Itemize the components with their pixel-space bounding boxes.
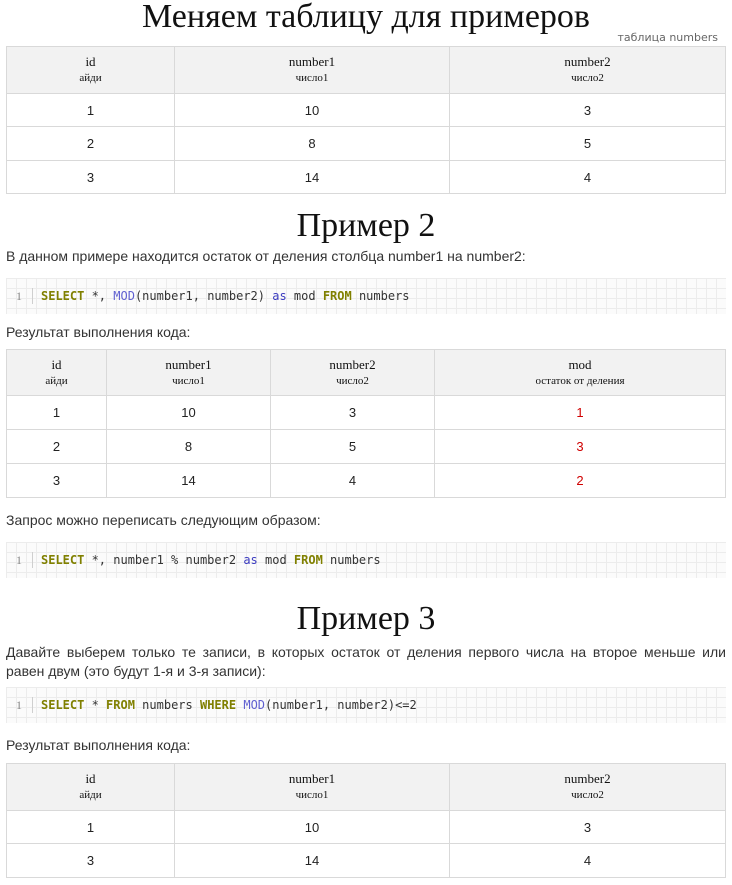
filtered-result-table xyxy=(6,763,726,878)
header-number1: number1 число1 xyxy=(175,47,450,94)
header-id: id айди xyxy=(7,47,175,94)
header-number1: number1 число1 xyxy=(107,350,271,396)
table-row: 2 8 5 xyxy=(7,127,726,161)
table-header-row xyxy=(7,47,726,94)
table-row: 3 14 4 xyxy=(7,844,726,878)
header-id: id айди xyxy=(7,764,175,811)
result-label: Результат выполнения кода: xyxy=(6,737,191,753)
table-row: 2 8 5 3 xyxy=(7,430,726,464)
header-number2: number2 число2 xyxy=(450,47,726,94)
code-line: SELECT *, MOD(number1, number2) as mod FROM numbers xyxy=(41,289,410,303)
header-number1: number1 число1 xyxy=(175,764,450,811)
code-line: SELECT *, number1 % number2 as mod FROM numbers xyxy=(41,553,381,567)
line-number: 1 xyxy=(6,288,33,304)
code-line: SELECT * FROM numbers WHERE MOD(number1, number2)<=2 xyxy=(41,698,417,712)
table-row: 3 14 4 xyxy=(7,161,726,194)
header-number2: number2 число2 xyxy=(450,764,726,811)
example3-intro: Давайте выберем только те записи, в которых остаток от деления первого числа на второе меньше или равен двум (это будут 1-я и 3-я записи): xyxy=(6,644,726,679)
table-header-row xyxy=(7,764,726,811)
numbers-table xyxy=(6,46,726,194)
example3-title: Пример 3 xyxy=(296,600,436,637)
result-label: Результат выполнения кода: xyxy=(6,324,191,340)
example2-intro: В данном примере находится остаток от деления столбца number1 на number2: xyxy=(6,248,526,264)
header-id: id айди xyxy=(7,350,107,396)
page-title: Меняем таблицу для примеров xyxy=(142,0,590,35)
table-row: 3 14 4 2 xyxy=(7,464,726,498)
line-number: 1 xyxy=(6,697,33,713)
code-block[interactable] xyxy=(6,278,726,314)
table-header-row xyxy=(7,350,726,396)
header-mod: mod остаток от деления xyxy=(435,350,726,396)
mod-result-table xyxy=(6,349,726,498)
table-row: 1 10 3 1 xyxy=(7,396,726,430)
table-row: 1 10 3 xyxy=(7,811,726,844)
table-caption: таблица numbers xyxy=(617,31,718,44)
table-row: 1 10 3 xyxy=(7,94,726,127)
code-block[interactable] xyxy=(6,687,726,723)
rewrite-label: Запрос можно переписать следующим образом: xyxy=(6,512,321,528)
code-block[interactable] xyxy=(6,542,726,578)
line-number: 1 xyxy=(6,552,33,568)
example2-title: Пример 2 xyxy=(296,207,436,244)
header-number2: number2 число2 xyxy=(271,350,435,396)
